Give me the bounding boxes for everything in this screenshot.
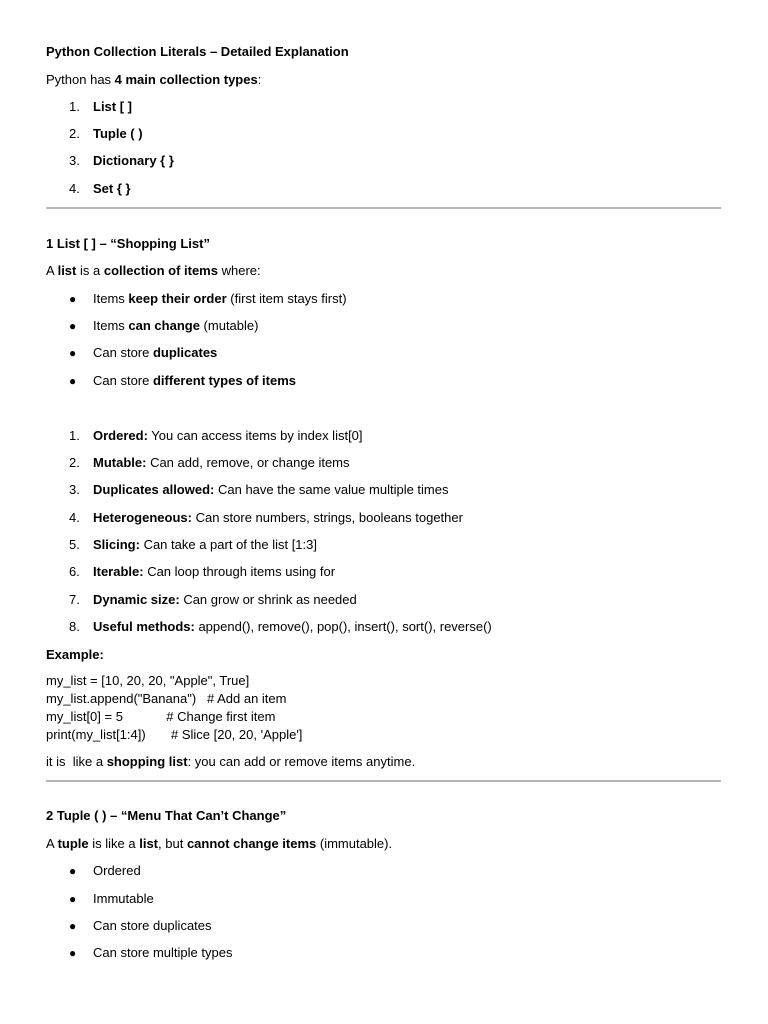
collection-type-item: Set { } — [93, 181, 131, 196]
list-bullet-item: Can store different types of items — [93, 373, 297, 388]
list-number: 5. — [69, 537, 80, 552]
feature-item: Slicing: Can take a part of the list [1:3] — [93, 537, 317, 552]
section-heading-tuple: 2 Tuple ( ) – “Menu That Can’t Change” — [46, 808, 287, 823]
list-number: 4. — [69, 510, 80, 525]
list-summary: it is like a shopping list: you can add or remove items anytime. — [46, 754, 416, 769]
list-number: 6. — [69, 564, 80, 579]
list-intro-paragraph: A list is a collection of items where: — [46, 263, 261, 278]
feature-item: Dynamic size: Can grow or shrink as needed — [93, 592, 357, 607]
bullet-icon: ● — [69, 346, 77, 360]
list-number: 2. — [69, 455, 80, 470]
list-bullet-item: Items can change (mutable) — [93, 318, 259, 333]
collection-type-item: List [ ] — [93, 99, 132, 114]
bullet-icon: ● — [69, 292, 77, 306]
feature-item: Mutable: Can add, remove, or change items — [93, 455, 350, 470]
list-bullet-item: Items keep their order (first item stays first) — [93, 291, 347, 306]
list-number: 8. — [69, 619, 80, 634]
code-line: print(my_list[1:4]) # Slice [20, 20, 'Apple'] — [46, 727, 303, 742]
tuple-bullet-item: Ordered — [93, 863, 141, 878]
code-line: my_list = [10, 20, 20, "Apple", True] — [46, 673, 250, 688]
code-line: my_list[0] = 5 # Change first item — [46, 709, 276, 724]
bullet-icon: ● — [69, 374, 77, 388]
section-heading-list: 1 List [ ] – “Shopping List” — [46, 236, 210, 251]
list-number: 1. — [69, 99, 80, 114]
horizontal-divider — [46, 207, 721, 209]
horizontal-divider — [46, 780, 721, 782]
feature-item: Ordered: You can access items by index list[0] — [93, 428, 363, 443]
code-line: my_list.append("Banana") # Add an item — [46, 691, 287, 706]
tuple-bullet-item: Can store multiple types — [93, 945, 233, 960]
bullet-icon: ● — [69, 946, 77, 960]
feature-item: Heterogeneous: Can store numbers, strings, booleans together — [93, 510, 463, 525]
collection-type-item: Dictionary { } — [93, 153, 174, 168]
document-title: Python Collection Literals – Detailed Explanation — [46, 44, 349, 59]
collection-type-item: Tuple ( ) — [93, 126, 143, 141]
tuple-bullet-item: Immutable — [93, 891, 154, 906]
feature-item: Useful methods: append(), remove(), pop(), insert(), sort(), reverse() — [93, 619, 492, 634]
list-number: 2. — [69, 126, 80, 141]
list-bullet-item: Can store duplicates — [93, 345, 218, 360]
list-number: 4. — [69, 181, 80, 196]
bullet-icon: ● — [69, 919, 77, 933]
tuple-intro-paragraph: A tuple is like a list, but cannot change items (immutable). — [46, 836, 393, 851]
bullet-icon: ● — [69, 892, 77, 906]
example-label: Example: — [46, 647, 104, 662]
feature-item: Duplicates allowed: Can have the same value multiple times — [93, 482, 449, 497]
bullet-icon: ● — [69, 864, 77, 878]
list-number: 1. — [69, 428, 80, 443]
feature-item: Iterable: Can loop through items using for — [93, 564, 336, 579]
intro-paragraph: Python has 4 main collection types: — [46, 72, 262, 87]
list-number: 7. — [69, 592, 80, 607]
bullet-icon: ● — [69, 319, 77, 333]
list-number: 3. — [69, 153, 80, 168]
list-number: 3. — [69, 482, 80, 497]
tuple-bullet-item: Can store duplicates — [93, 918, 212, 933]
